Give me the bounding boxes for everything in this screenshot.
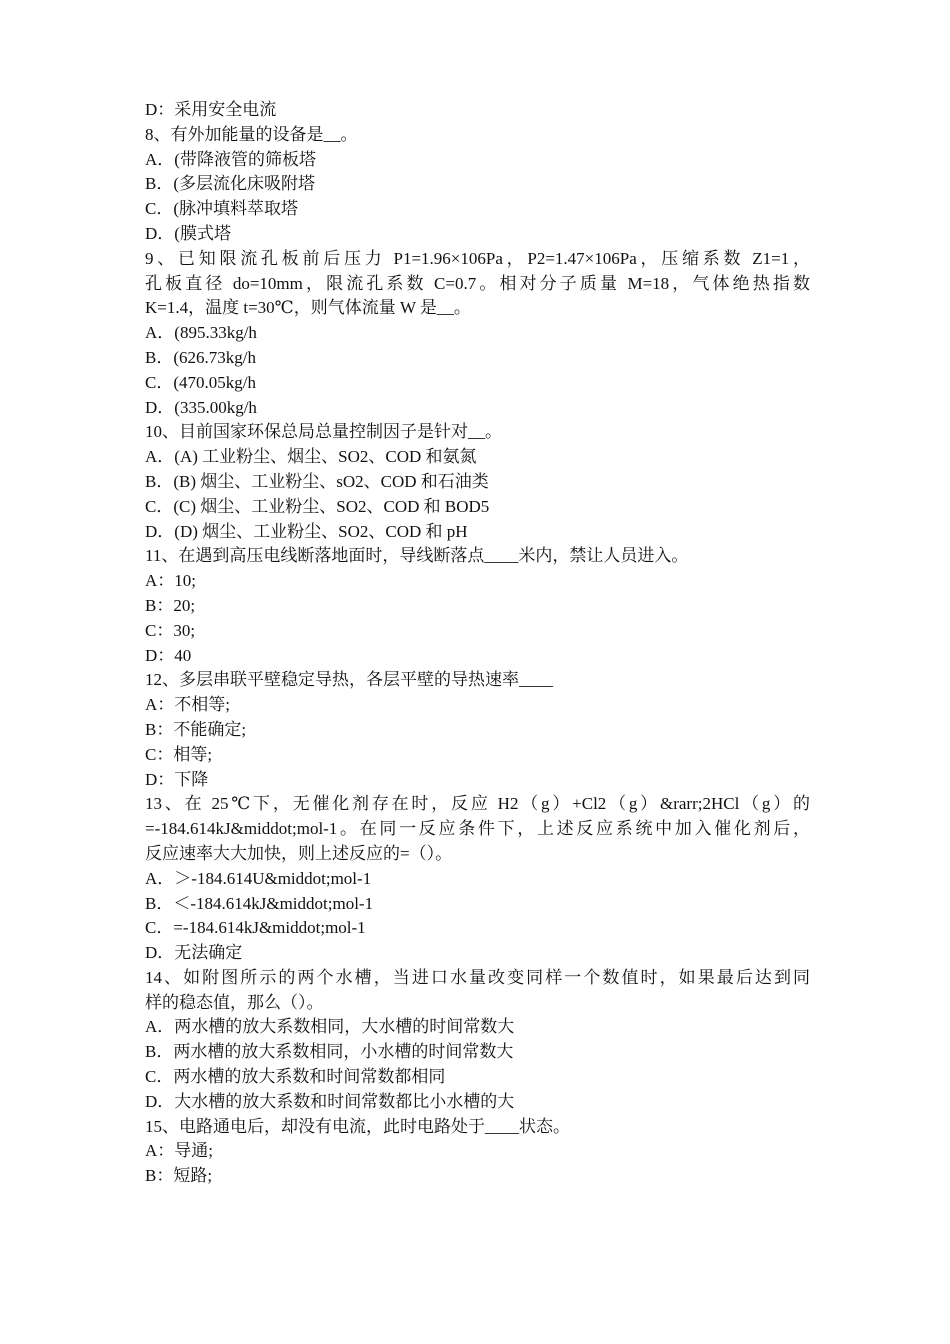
answer-option: A．＞-184.614U&middot;mol-1 [145, 868, 372, 888]
question-10: 10、目前国家环保总局总量控制因子是针对__。 [145, 422, 502, 442]
answer-option: A．(A) 工业粉尘、烟尘、SO2、COD 和氨氮 [145, 447, 477, 467]
answer-option: C．(脉冲填料萃取塔 [145, 199, 298, 219]
answer-option: D．(D) 烟尘、工业粉尘、SO2、COD 和 pH [145, 521, 468, 541]
answer-option: C．=-184.614kJ&middot;mol-1 [145, 918, 366, 938]
answer-option: C．(470.05kg/h [145, 372, 256, 392]
answer-option: D．(335.00kg/h [145, 397, 257, 417]
answer-option: A．(895.33kg/h [145, 323, 257, 343]
answer-option: B．(626.73kg/h [145, 347, 256, 367]
question-9: 9、已知限流孔板前后压力 P1=1.96×106Pa，P2=1.47×106Pa，压缩系数 Z1=1， [145, 248, 810, 268]
answer-option: A：10; [145, 571, 196, 591]
question-9-continued: 孔板直径 do=10mm，限流孔系数 C=0.7。相对分子质量 M=18，气体绝热指数 [145, 273, 810, 293]
question-12: 12、多层串联平壁稳定导热，各层平壁的导热速率____ [145, 670, 553, 690]
answer-option: D．无法确定 [145, 943, 243, 963]
question-9-continued: K=1.4，温度 t=30℃，则气体流量 W 是__。 [145, 298, 471, 318]
answer-option: D．(膜式塔 [145, 223, 231, 243]
answer-option: C：30; [145, 620, 196, 640]
answer-option: D．大水槽的放大系数和时间常数都比小水槽的大 [145, 1091, 515, 1111]
answer-option: A．(带降液管的筛板塔 [145, 149, 316, 169]
document-page [145, 98, 810, 1189]
answer-option: B：短路; [145, 1166, 213, 1186]
answer-option: D：40 [145, 645, 192, 665]
answer-option: C：相等; [145, 744, 213, 764]
answer-option: B．(B) 烟尘、工业粉尘、sO2、COD 和石油类 [145, 471, 489, 491]
question-14-continued: 样的稳态值，那么（）。 [145, 992, 324, 1012]
answer-option: B：不能确定; [145, 719, 247, 739]
answer-option: C．两水槽的放大系数和时间常数都相同 [145, 1067, 446, 1087]
answer-option: B．(多层流化床吸附塔 [145, 174, 315, 194]
question-13-continued: =-184.614kJ&middot;mol-1。在同一反应条件下，上述反应系统中加入催化剂后， [145, 819, 810, 839]
answer-option: A．两水槽的放大系数相同，大水槽的时间常数大 [145, 1017, 515, 1037]
answer-option: B：20; [145, 595, 196, 615]
question-15: 15、电路通电后，却没有电流，此时电路处于____状态。 [145, 1116, 570, 1136]
answer-option: D：下降 [145, 769, 209, 789]
answer-option: A：导通; [145, 1141, 213, 1161]
question-13-continued: 反应速率大大加快，则上述反应的=（）。 [145, 843, 453, 863]
answer-option: B．两水槽的放大系数相同，小水槽的时间常数大 [145, 1042, 514, 1062]
question-14: 14、如附图所示的两个水槽，当进口水量改变同样一个数值时，如果最后达到同 [145, 967, 810, 987]
question-8: 8、有外加能量的设备是__。 [145, 124, 358, 144]
question-13: 13、在 25℃下，无催化剂存在时，反应 H2（g）+Cl2（g）&rarr;2HCl（g）的 [145, 794, 810, 814]
answer-option: D：采用安全电流 [145, 100, 277, 119]
answer-option: B．＜-184.614kJ&middot;mol-1 [145, 893, 374, 913]
answer-option: C．(C) 烟尘、工业粉尘、SO2、COD 和 BOD5 [145, 496, 490, 516]
question-11: 11、在遇到高压电线断落地面时，导线断落点____米内，禁让人员进入。 [145, 546, 689, 566]
answer-option: A：不相等; [145, 695, 230, 715]
